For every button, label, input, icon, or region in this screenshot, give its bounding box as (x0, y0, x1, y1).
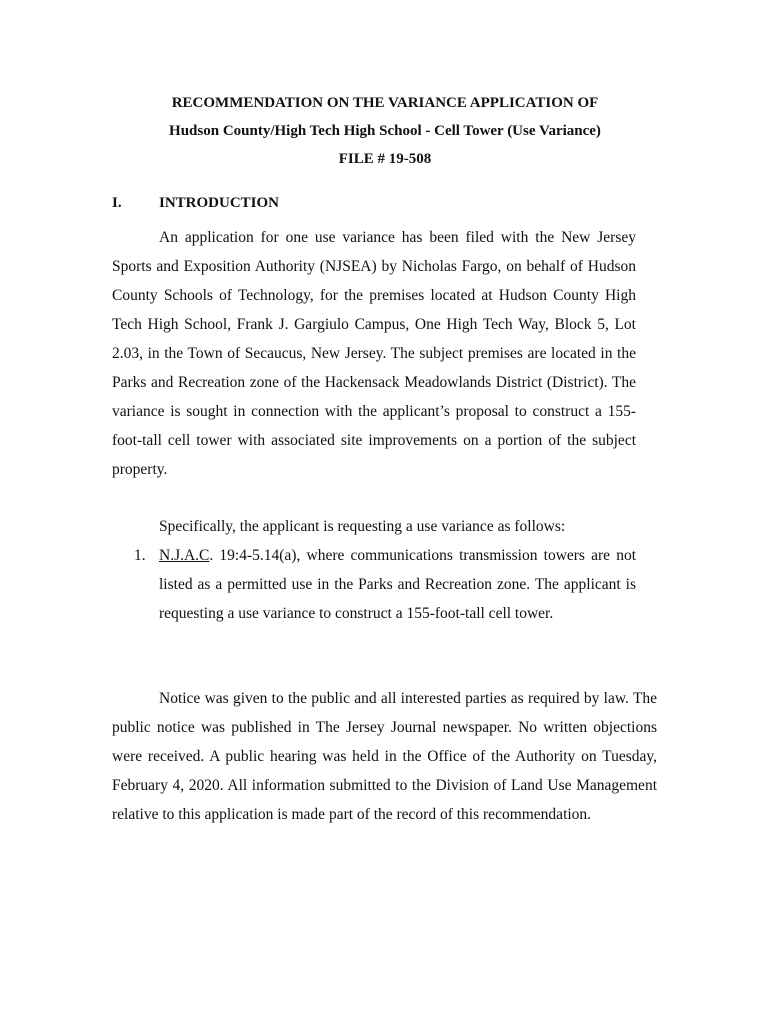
document-title: RECOMMENDATION ON THE VARIANCE APPLICATION OF (171, 95, 599, 111)
document-subtitle: Hudson County/High Tech High School - Cell Tower (Use Variance) (169, 123, 601, 139)
list-item-text: . 19:4-5.14(a), where communications transmission towers are not listed as a permitted use in the Parks and Recreation zone. The applicant is requesting a use variance to construct a 155-foot-tall cell tower. (159, 547, 636, 622)
list-item (112, 541, 636, 628)
variance-list (112, 541, 636, 628)
public-notice-paragraph: Notice was given to the public and all interested parties as required by law. The public notice was published in The Jersey Journal newspaper. No written objections were received. A public hearing was held in the Office of the Authority on Tuesday, February 4, 2020. All information submitted to the Division of Land Use Management relative to this application is made part of the record of this recommendation. (112, 690, 657, 823)
section-heading-introduction (112, 193, 656, 213)
variance-request-intro: Specifically, the applicant is requesting a use variance as follows: (159, 518, 566, 535)
list-item-number: 1. (134, 547, 146, 564)
section-number: I. (112, 195, 122, 211)
regulation-citation: N.J.A.C (159, 547, 210, 564)
section-title: INTRODUCTION (159, 195, 280, 211)
introduction-paragraph: An application for one use variance has been filed with the New Jersey Sports and Exposition Authority (NJSEA) by Nicholas Fargo, on behalf of Hudson County Schools of Technology, for the premises located at Hudson County High Tech High School, Frank J. Gargiulo Campus, One High Tech Way, Block 5, Lot 2.03, in the Town of Secaucus, New Jersey. The subject premises are located in the Parks and Recreation zone of the Hackensack Meadowlands District (District). The variance is sought in connection with the applicant’s proposal to construct a 155-foot-tall cell tower with associated site improvements on a portion of the subject property. (112, 229, 636, 478)
file-number: FILE # 19-508 (338, 151, 432, 167)
